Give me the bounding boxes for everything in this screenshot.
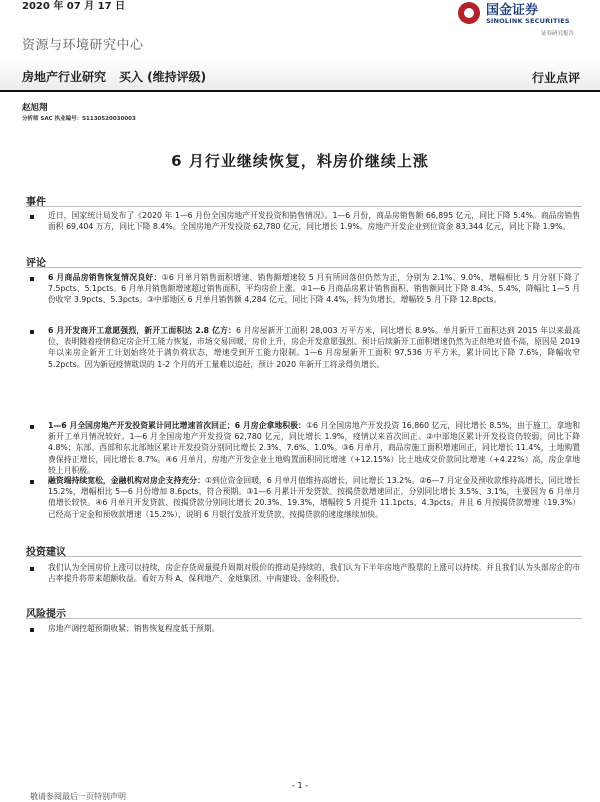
section-heading-risk: 风险提示 bbox=[26, 609, 66, 620]
analyst-certificate: 分析师 SAC 执业编号：S1130520030003 bbox=[22, 116, 136, 122]
paragraph-text: 房地产调控超预期收紧；销售恢复程度低于预期。 bbox=[48, 624, 220, 633]
paragraph-lead: 融资端持续宽松，金融机构对房企支持充分： bbox=[48, 476, 205, 485]
bullet-icon bbox=[30, 567, 34, 571]
paragraph-text: 近日，国家统计局发布了《2020 年 1—6 月份全国房地产开发投资和销售情况》。1—6 月份，商品房销售额 66,895 亿元，同比下降 5.4%。商品房销售面积 69,404 万方，同比下降 8.4%。全国房地产开发投资 62,780 亿元，同比增长 1.9%。房地产开发企业到位资金 83,344 亿元，同比下降 1.9%。 bbox=[48, 211, 580, 232]
analyst-name: 赵旭翔 bbox=[22, 103, 48, 113]
paragraph-lead: 6 月开发商开工意愿强烈，新开工面积达 2.8 亿方： bbox=[48, 326, 236, 335]
section-divider bbox=[26, 267, 582, 268]
event-paragraph bbox=[48, 210, 580, 232]
section-divider bbox=[26, 556, 582, 557]
section-heading-event: 事件 bbox=[26, 197, 46, 208]
comment-paragraph-investment bbox=[48, 420, 580, 476]
logo-mark-icon bbox=[458, 2, 480, 24]
risk-paragraph bbox=[48, 623, 580, 634]
advice-paragraph bbox=[48, 562, 580, 584]
comment-paragraph-financing bbox=[48, 475, 580, 520]
footer-disclaimer: 敬请参阅最后一页特别声明 bbox=[30, 792, 126, 801]
bullet-icon bbox=[30, 628, 34, 632]
bullet-icon bbox=[30, 215, 34, 219]
page-number: - 1 - bbox=[292, 781, 308, 790]
paragraph-text: ①6 月全国房地产开发投资 16,860 亿元，同比增长 8.5%，由于施工、拿地和新开工单月情况较好。1—6 月全国房地产开发投资 62,780 亿元，同比增长 1.9%，疫情以来首次回正。②中部地区累计开发投资仍较弱，同比下降 4.8%；东部、西部和东北部地区累计开发投资分别同比增长 2.3%、7.6%、1.0%。③6 月单月，商品房施工面积增速回正，同比增长 11.4%，土地购置费保持正增长，同比增长 8.7%。④6 月单月，房地产开发企业土地购置面积同比增速（+12.15%）比土地成交价款同比增速（+4.22%）高，房企拿地较上月积极。 bbox=[48, 421, 581, 475]
paragraph-lead: 6 月商品房销售恢复情况良好： bbox=[48, 273, 162, 282]
comment-paragraph-new-starts bbox=[48, 325, 580, 370]
section-heading-comment: 评论 bbox=[26, 258, 46, 269]
logo-name-en: SINOLINK SECURITIES bbox=[486, 17, 570, 25]
section-divider bbox=[26, 206, 582, 207]
research-center-label: 资源与环境研究中心 bbox=[22, 38, 144, 53]
industry-label: 房地产行业研究 bbox=[22, 70, 107, 84]
comment-paragraph-sales bbox=[48, 272, 580, 306]
paragraph-text: ①6 月单月销售面积增速、销售额增速较 5 月有所回落但仍然为正，分别为 2.1%、9.0%，增幅相比 5 月分别下降了 7.5pcts、5.1pcts。6 月单月销售额增速超过销售面积，平均房价上涨。②1—6 月商品房累计销售面积、销售额同比下降 8.4%、5.4%，降幅比 1—5 月份收窄 3.9pcts、5.3pcts。③中部地区 6 月单月销售额 4,284 亿元，同比下降 4.4%，转为负增长，增幅较 5 月下降 12.8pcts。 bbox=[48, 273, 581, 305]
logo-subtitle: 证券研究报告 bbox=[541, 31, 575, 37]
logo-name-cn: 国金证券 bbox=[486, 3, 539, 18]
sinolink-logo bbox=[455, 0, 595, 42]
bullet-icon bbox=[30, 330, 34, 334]
document-title: 6 月行业继续恢复，料房价继续上涨 bbox=[171, 152, 429, 170]
bullet-icon bbox=[30, 425, 34, 429]
paragraph-text: 我们认为全国房价上涨可以持续，房企存货周量提升周期对股价的推动是持续的，我们认为下半年房地产股票的上涨可以持续。并且我们认为头部房企的市占率提升将带来超额收益。看好万科 A、保利地产、金地集团、中南建设、金科股份。 bbox=[48, 563, 580, 584]
section-divider bbox=[26, 618, 582, 619]
paragraph-lead: 1—6 月全国房地产开发投资累计同比增速首次回正；6 月房企拿地积极： bbox=[48, 421, 306, 430]
paragraph-text: ①到位资金回暖，6 月单月值维持高增长，同比增长 13.2%。②6—7 月定金及预收款维持高增长，同比增长 15.2%，增幅相比 5—6 月份增加 8.6pcts，符合预期。③1—6 月累计开发贷款、按揭贷款增速回正，分别同比增长 3.5%、3.1%，主要因为 6 月单月值增长较快。④6 月单月开发贷款、按揭贷款分别同比增长 20.3%、19.3%，增幅较 5 月提升 11.1pcts、4.3pcts。并且 6 月按揭贷款增速（19.3%）已经高于定金和预收款增速（15.2%），说明 6 月银行发放开发贷款、按揭贷款的速度继续加快。 bbox=[48, 476, 581, 519]
bullet-icon bbox=[30, 277, 34, 281]
bullet-icon bbox=[30, 480, 34, 484]
rating-label: 买入 (维持评级) bbox=[119, 70, 207, 84]
report-date: 2020 年 07 月 17 日 bbox=[22, 1, 126, 12]
report-type-label: 行业点评 bbox=[531, 71, 580, 85]
section-heading-advice: 投资建议 bbox=[26, 547, 66, 558]
paragraph-text: 6 月房屋新开工面积 28,003 万平方米，同比增长 8.9%。单月新开工面积达到 2015 年以来最高位，表明随着疫情稳定房企开工能力恢复，市场交易回暖，房价上升，房企开发意愿强烈。预计后续新开工面积增速仍然为正但绝对值不高，原因是 2019 年以来房企新开工计划始终处于满负荷状态，增速受到开工能力限制。1—6 月房屋新开工面积 97,536 万平方米，累计同比下降 7.6%，降幅收窄 5.2pcts。因为新冠疫情耽误的 1-2 个月的开工量难以追赶，预计 2020 年新开工将录得负增长。 bbox=[48, 326, 580, 369]
